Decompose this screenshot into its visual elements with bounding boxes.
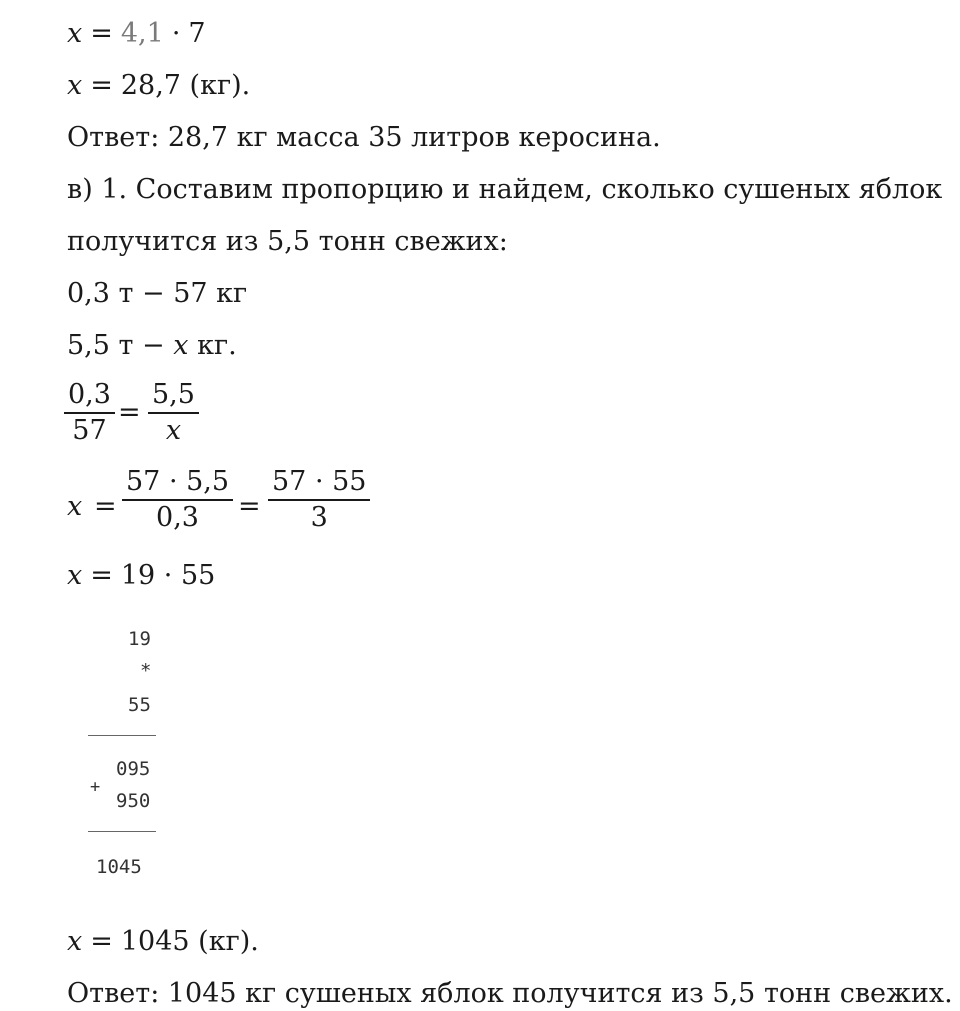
denominator: 57 [72,415,107,446]
answer-line-1: Ответ: 28,7 кг масса 35 литров керосина. [67,122,661,153]
equation-line-2 [67,69,250,103]
column-partial-1: 095 [116,758,151,780]
column-multiply-sign: * [140,660,152,682]
fraction-2 [268,465,370,535]
result-text: 28,7 (кг). [120,70,251,101]
var-x: x [67,560,83,591]
factor-b: 7 [188,18,206,49]
factor-a: 4,1 [120,18,164,49]
equation-line-1 [67,17,206,51]
column-plus-sign: + [90,777,101,797]
equals-sign: = [90,926,113,957]
var-x: x [67,70,83,101]
task-text-line-2: получится из 5,5 тонн свежих: [67,226,508,257]
column-rule-2 [88,831,156,832]
fraction-right [148,378,199,448]
row-suffix: кг. [188,330,237,361]
denominator: 3 [310,502,328,533]
numerator: 5,5 [152,379,195,410]
column-rule-1 [88,735,156,736]
fraction-left [64,378,115,448]
var-x: x [67,18,83,49]
var-x: x [173,330,189,361]
numerator: 0,3 [68,379,111,410]
equals-sign: = [90,560,113,591]
column-bottom-number: 55 [128,694,151,716]
product-text: 19 · 55 [120,560,216,591]
equals-sign-2: = [238,491,261,522]
equals-sign: = [118,397,141,428]
dot-operator: · [171,18,181,49]
equals-sign: = [90,18,113,49]
column-partial-2: 950 [116,790,151,812]
var-x: x [67,926,83,957]
denominator: 0,3 [156,502,199,533]
column-result: 1045 [96,856,142,878]
numerator: 57 · 5,5 [126,466,230,497]
result-text: 1045 (кг). [120,926,259,957]
equals-sign: = [90,70,113,101]
equation-line-10 [67,559,215,593]
proportion-row-2 [67,329,237,363]
proportion-row-1: 0,3 т − 57 кг [67,278,248,309]
var-x: x [67,491,83,522]
answer-line-2: Ответ: 1045 кг сушеных яблок получится из 5,5 тонн свежих. [67,978,953,1009]
task-text-line-1: в) 1. Составим пропорцию и найдем, сколько сушеных яблок [67,174,943,205]
equation-line-11 [67,925,259,959]
equals-sign: = [94,491,117,522]
row-prefix: 5,5 т − [67,330,174,361]
fraction-1 [122,465,233,535]
denominator: x [165,415,182,446]
numerator: 57 · 55 [272,466,367,497]
column-top-number: 19 [128,628,151,650]
